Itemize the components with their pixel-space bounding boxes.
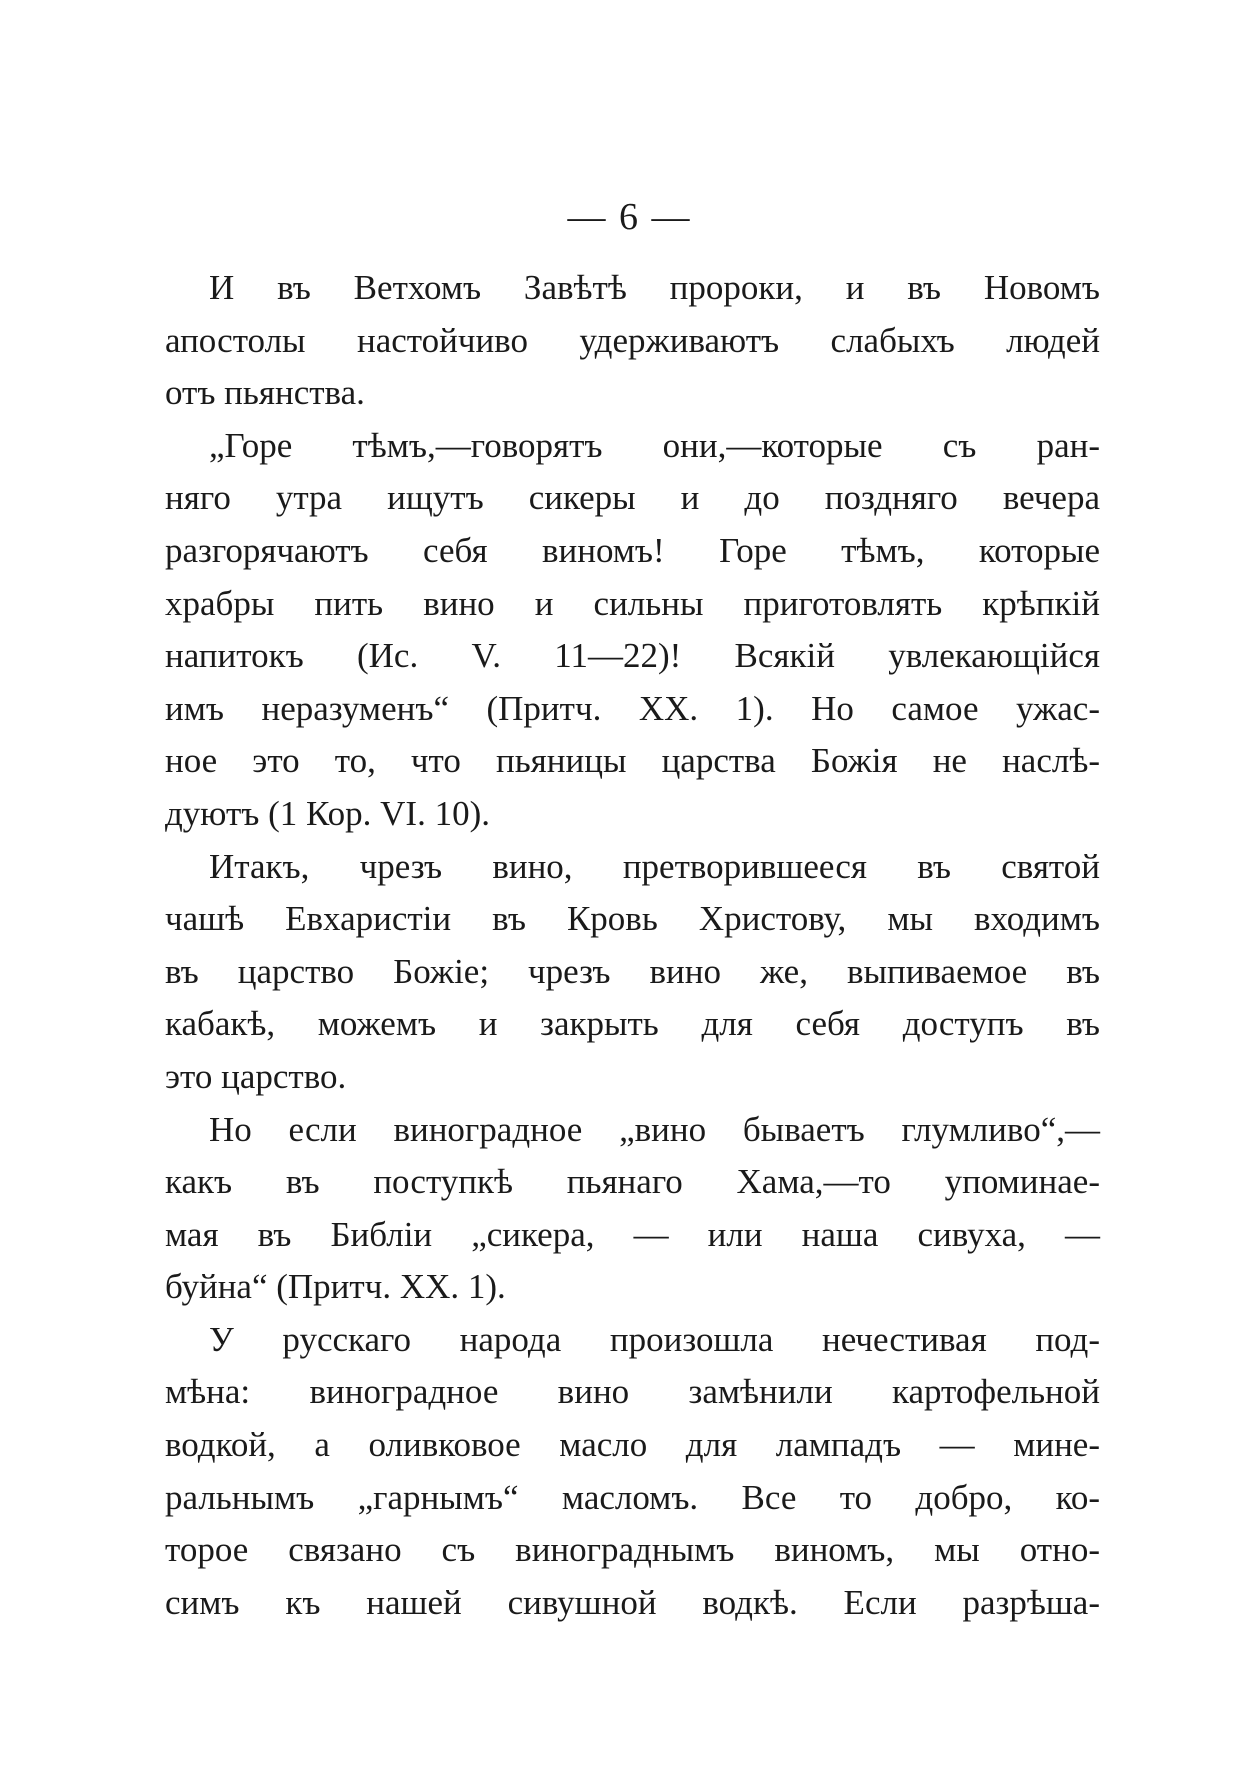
text-line: мая въ Библіи „сикера, — или наша сивуха, —	[165, 1214, 1100, 1254]
text-line: ральнымъ „гарнымъ“ масломъ. Все то добро, ко-	[165, 1477, 1100, 1517]
text-line: торое связано съ винограднымъ виномъ, мы отно-	[165, 1530, 1100, 1570]
text-line: напитокъ (Ис. V. 11—22)! Всякій увлекающійся	[165, 636, 1100, 676]
text-line: чашѣ Евхаристіи въ Кровь Христову, мы входимъ	[165, 899, 1100, 939]
text-line: кабакѣ, можемъ и закрыть для себя доступъ въ	[165, 1004, 1100, 1044]
text-line: ное это то, что пьяницы царства Божія не наслѣ-	[165, 741, 1100, 781]
text-line: няго утра ищутъ сикеры и до поздняго вечера	[165, 478, 1100, 518]
text-line: храбры пить вино и сильны приготовлять крѣпкій	[165, 583, 1100, 623]
page-number: — 6 —	[567, 196, 692, 238]
text-line: разгорячаютъ себя виномъ! Горе тѣмъ, которые	[165, 530, 1100, 570]
text-line: водкой, а оливковое масло для лампадъ — мине-	[165, 1425, 1100, 1465]
text-line: Итакъ, чрезъ вино, претворившееся въ святой	[209, 846, 1100, 886]
paragraph	[165, 1314, 1100, 1630]
body-text	[165, 262, 1100, 1629]
text-line: дуютъ (1 Кор. VI. 10).	[165, 793, 490, 833]
text-line: буйна“ (Притч. XX. 1).	[165, 1267, 506, 1307]
text-line: отъ пьянства.	[165, 373, 365, 413]
text-line: въ царство Божіе; чрезъ вино же, выпиваемое въ	[165, 951, 1100, 991]
text-line: это царство.	[165, 1056, 347, 1096]
paragraph	[165, 262, 1100, 420]
paragraph	[165, 420, 1100, 841]
text-line: какъ въ поступкѣ пьянаго Хама,—то упоминае-	[165, 1162, 1100, 1202]
text-line: И въ Ветхомъ Завѣтѣ пророки, и въ Новомъ	[209, 268, 1100, 307]
text-line: „Горе тѣмъ,—говорятъ они,—которые съ ран-	[209, 425, 1100, 465]
text-line: мѣна: виноградное вино замѣнили картофельной	[165, 1372, 1100, 1412]
paragraph	[165, 1104, 1100, 1314]
text-line: У русскаго народа произошла нечестивая под-	[209, 1319, 1100, 1359]
text-line: апостолы настойчиво удерживаютъ слабыхъ людей	[165, 320, 1100, 360]
text-line: имъ неразуменъ“ (Притч. XX. 1). Но самое ужас-	[165, 688, 1100, 728]
text-line: симъ къ нашей сивушной водкѣ. Если разрѣша-	[165, 1582, 1100, 1622]
text-line: Но если виноградное „вино бываетъ глумливо“,—	[209, 1109, 1100, 1149]
paragraph	[165, 841, 1100, 1104]
